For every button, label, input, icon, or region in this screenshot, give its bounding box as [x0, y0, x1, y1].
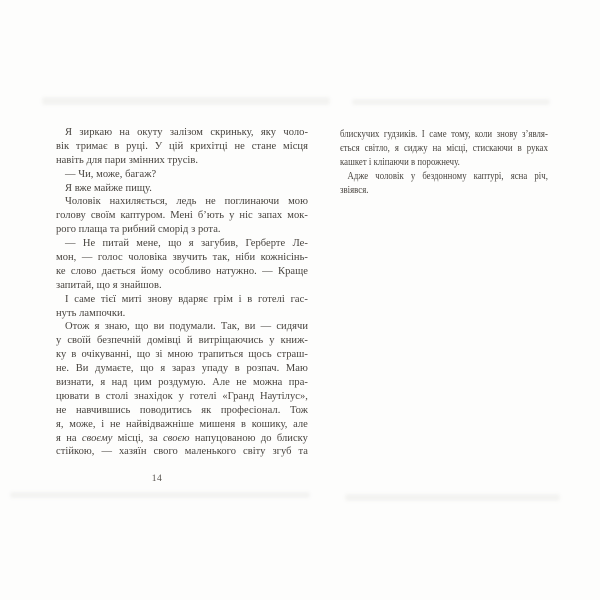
word: світло, — [364, 142, 390, 154]
word: поглинаючи — [224, 196, 280, 208]
word: з’явля- — [521, 129, 548, 140]
text-line — [56, 362, 308, 376]
word: Не — [82, 238, 96, 250]
word: чоло- — [283, 127, 308, 138]
word: місця — [283, 140, 308, 152]
word: я — [56, 432, 61, 444]
word: мною — [167, 349, 194, 361]
word: не — [56, 404, 67, 416]
word: слово — [70, 265, 97, 277]
word: визнати, — [56, 377, 94, 389]
word: домівці — [147, 335, 181, 347]
word: очікуванні, — [81, 349, 132, 361]
word: знахідок — [134, 390, 173, 402]
word: роздумую. — [158, 377, 206, 389]
word: кожнісінь- — [260, 252, 308, 264]
word: в — [71, 349, 77, 361]
word: як — [201, 404, 212, 416]
word: бездонному — [422, 170, 467, 182]
text-line: навіть для пари змінних трусів. — [56, 154, 199, 166]
word: зі — [155, 349, 163, 361]
word: крихітці — [190, 140, 228, 152]
word: і — [101, 418, 105, 430]
word: що — [168, 238, 182, 250]
word: я — [394, 142, 399, 154]
word: в — [234, 363, 240, 375]
word: думаєте, — [95, 363, 134, 375]
right-page-text-column — [340, 128, 548, 197]
word: розпач. — [246, 363, 280, 375]
word: за — [148, 432, 158, 444]
word: не — [205, 196, 216, 208]
word: Але — [212, 377, 230, 389]
word: каптуром. — [120, 210, 166, 222]
word: ви — [153, 321, 165, 333]
text-line — [56, 376, 308, 390]
word: — — [260, 321, 272, 333]
word: Так, — [220, 321, 240, 333]
word: окуту — [137, 127, 163, 138]
word: Герберте — [245, 238, 286, 250]
word: цювати — [56, 390, 90, 402]
word: блиску — [276, 432, 308, 444]
word: Ле- — [292, 238, 308, 250]
word: ку — [56, 349, 67, 361]
word: знову — [147, 293, 173, 305]
word: й — [186, 335, 193, 347]
word: в — [114, 140, 120, 152]
word: мою — [288, 196, 308, 208]
word: ніс — [239, 210, 253, 222]
word: І — [65, 293, 69, 305]
word: свого — [153, 446, 178, 458]
word: вдаряє — [178, 293, 208, 305]
text-line — [56, 418, 308, 432]
word: в — [517, 142, 522, 154]
word: блискучих — [340, 129, 380, 140]
word: стійкою, — [56, 446, 95, 458]
word: до — [260, 432, 272, 444]
word: б’ють — [197, 210, 225, 222]
word: ви — [244, 321, 256, 333]
word: можна — [252, 377, 283, 389]
word: на — [66, 432, 77, 444]
word: у — [269, 335, 275, 347]
word: Тож — [289, 404, 308, 416]
word: Я — [65, 127, 73, 138]
word: столі — [105, 390, 129, 402]
word: стане — [251, 140, 277, 152]
word: голову — [56, 210, 86, 222]
word: в — [247, 293, 253, 305]
word: що — [140, 363, 154, 375]
text-line — [340, 170, 548, 184]
word: ясна — [510, 170, 528, 182]
word: своєму — [81, 432, 113, 444]
word: голос — [97, 252, 123, 264]
text-line — [56, 237, 308, 251]
word: Отож — [65, 321, 90, 333]
scan-bleedthrough-artifact — [10, 492, 310, 498]
word: мишеня — [199, 418, 236, 430]
scan-bleedthrough-artifact — [352, 99, 550, 105]
word: чоловік — [375, 170, 404, 182]
word: не — [236, 377, 247, 389]
word: я, — [56, 418, 64, 430]
word: кошику, — [251, 418, 288, 430]
word: мок- — [287, 210, 308, 222]
word: тієї — [100, 293, 117, 305]
word: що — [135, 321, 149, 333]
word: маленького — [184, 446, 237, 458]
text-line: — Чи, може, багаж? — [65, 168, 157, 180]
word: саме — [74, 293, 96, 305]
word: залізом — [169, 127, 204, 138]
word: йому — [140, 265, 164, 277]
word: упаду — [201, 363, 229, 375]
word: напуцованою — [194, 432, 256, 444]
word: коли — [474, 129, 493, 140]
word: ється — [340, 142, 360, 154]
word: Адже — [347, 170, 369, 182]
word: своєю — [163, 432, 190, 444]
word: Маю — [285, 363, 308, 375]
word: натужно. — [216, 265, 257, 277]
word: професіонал. — [220, 404, 281, 416]
text-line — [56, 126, 308, 140]
word: ніби — [235, 252, 256, 264]
word: У — [154, 140, 163, 152]
word: місці, — [117, 432, 144, 444]
word: Краще — [278, 265, 308, 277]
word: руках — [526, 142, 548, 154]
word: цій — [168, 140, 184, 152]
word: мене, — [136, 238, 161, 250]
word: Ви — [75, 363, 89, 375]
word: знаю, — [104, 321, 130, 333]
word: чоловіка — [128, 252, 167, 264]
word: не — [234, 140, 245, 152]
text-line — [340, 128, 548, 142]
word: я — [100, 377, 106, 389]
word: над — [111, 377, 128, 389]
word: книж- — [280, 335, 308, 347]
text-line — [56, 140, 308, 154]
word: готелі — [258, 293, 285, 305]
word: тому, — [451, 129, 471, 140]
word: ледь — [176, 196, 197, 208]
page-number: 14 — [151, 474, 163, 484]
word: згуб — [272, 446, 292, 458]
word: витріщаючись — [198, 335, 264, 347]
text-line: нуть лампочки. — [56, 307, 126, 319]
word: не — [109, 418, 121, 430]
word: руці. — [126, 140, 148, 152]
word: пра- — [288, 377, 308, 389]
word: І — [421, 129, 425, 140]
word: каптурі, — [473, 170, 504, 182]
word: загубив, — [200, 238, 239, 250]
word: мон, — [56, 252, 77, 264]
word: нахиляється, — [109, 196, 168, 208]
word: найвідважніше — [126, 418, 194, 430]
word: в — [241, 418, 247, 430]
text-line: кашкет і кліпаючи в порожнечу. — [340, 156, 460, 168]
word: зиркаю — [79, 127, 113, 138]
text-line: запитай, що я знайшов. — [56, 279, 162, 291]
word: на — [432, 142, 442, 154]
text-line — [56, 334, 308, 348]
word: «Гранд — [222, 390, 255, 402]
word: вік — [56, 140, 70, 152]
word: подумали. — [169, 321, 216, 333]
text-line: звіявся. — [340, 184, 369, 196]
word: яку — [260, 127, 277, 138]
word: своїм — [90, 210, 116, 222]
word: запах — [257, 210, 283, 222]
word: грім — [213, 293, 233, 305]
word: щось — [248, 349, 272, 361]
text-line — [56, 251, 308, 265]
word: що — [136, 349, 151, 361]
word: світу — [243, 446, 266, 458]
word: я — [188, 238, 194, 250]
word: — — [262, 265, 273, 277]
word: — — [101, 446, 112, 458]
word: знову — [496, 129, 518, 140]
word: та — [298, 446, 308, 458]
word: особливо — [168, 265, 211, 277]
word: у — [410, 170, 416, 182]
word: гас- — [290, 293, 308, 305]
word: хазяїн — [118, 446, 147, 458]
text-line — [56, 265, 308, 279]
word: навчившись — [75, 404, 131, 416]
word: але — [293, 418, 308, 430]
word: стискаючи — [472, 142, 513, 154]
word: на — [119, 127, 130, 138]
word: і — [238, 293, 242, 305]
scan-bleedthrough-artifact — [345, 494, 560, 501]
word: у — [178, 390, 184, 402]
word: миті — [121, 293, 142, 305]
text-line — [56, 445, 308, 459]
text-line — [56, 195, 308, 209]
word: я — [160, 363, 166, 375]
word: дається — [101, 265, 136, 277]
word: у — [229, 210, 235, 222]
text-line — [56, 390, 308, 404]
text-line — [340, 142, 548, 156]
word: Наутілус», — [259, 390, 308, 402]
word: може, — [69, 418, 96, 430]
word: сиджу — [404, 142, 428, 154]
word: безпечній — [96, 335, 142, 347]
word: тримає — [75, 140, 108, 152]
word: річ, — [534, 170, 548, 182]
word: трапиться — [198, 349, 244, 361]
word: сидячи — [276, 321, 308, 333]
text-line: Я вже майже пищу. — [65, 182, 152, 194]
text-line — [56, 432, 308, 446]
word: саме — [429, 129, 447, 140]
word: зараз — [171, 363, 196, 375]
word: в — [94, 390, 100, 402]
text-line: рого плаща та рибний сморід з рота. — [56, 224, 221, 236]
word: поводитись — [139, 404, 192, 416]
word: — — [81, 252, 93, 264]
left-page-text-column — [56, 126, 308, 459]
word: питай — [102, 238, 129, 250]
word: не. — [56, 363, 70, 375]
word: так, — [212, 252, 230, 264]
word: скриньку, — [210, 127, 254, 138]
text-line — [56, 209, 308, 223]
text-line — [56, 320, 308, 334]
word: цим — [133, 377, 152, 389]
word: ке — [56, 265, 66, 277]
text-line — [56, 293, 308, 307]
word: звучить — [172, 252, 208, 264]
word: я — [94, 321, 100, 333]
word: у — [56, 335, 62, 347]
text-line — [56, 404, 308, 418]
word: Мені — [170, 210, 193, 222]
word: готелі — [189, 390, 217, 402]
word: гудзиків. — [383, 129, 418, 140]
word: — — [65, 238, 76, 250]
word: Чоловік — [65, 196, 101, 208]
word: своїй — [67, 335, 91, 347]
word: страш- — [276, 349, 308, 361]
word: місці, — [446, 142, 468, 154]
scan-bleedthrough-artifact — [42, 97, 330, 105]
text-line — [56, 348, 308, 362]
